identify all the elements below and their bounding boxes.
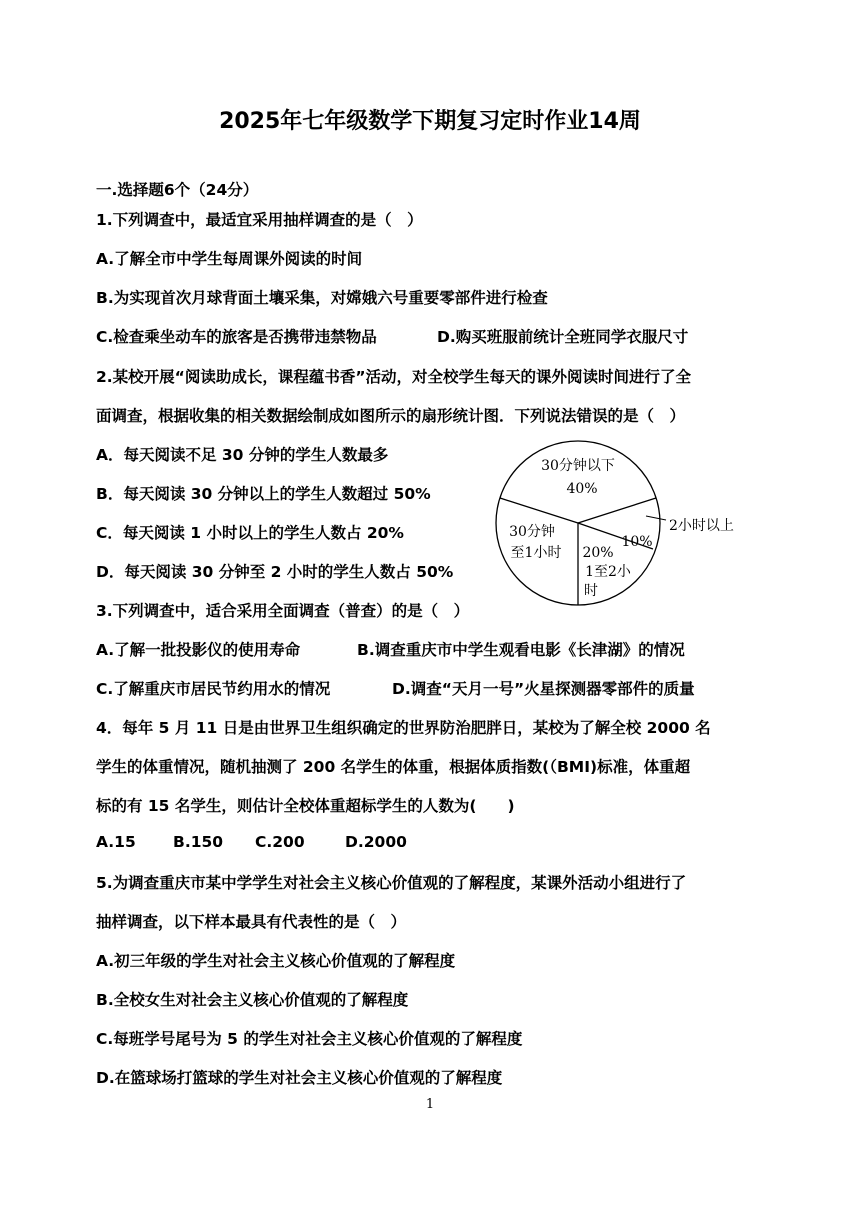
q3-option-d: D.调查“天月一号”火星探测器零部件的质量 [392, 680, 695, 698]
q4-option-a: A.15 [96, 833, 136, 851]
page-title: 2025年七年级数学下期复习定时作业14周 [219, 109, 641, 134]
q1-stem: 1.下列调查中，最适宜采用抽样调查的是（ ） [96, 211, 423, 229]
q1-option-a: A.了解全市中学生每周课外阅读的时间 [96, 250, 363, 268]
q4-stem-line1: 4．每年 5 月 11 日是由世界卫生组织确定的世界防治肥胖日，某校为了解全校 2000 名 [96, 719, 711, 737]
q1-option-b: B.为实现首次月球背面土壤采集，对嫦娥六号重要零部件进行检查 [96, 289, 548, 307]
q5-option-d: D.在篮球场打篮球的学生对社会主义核心价值观的了解程度 [96, 1069, 503, 1087]
q5-stem-line2: 抽样调查，以下样本最具有代表性的是（ ） [96, 913, 407, 931]
q3-stem: 3.下列调查中，适合采用全面调查（普查）的是（ ） [96, 602, 470, 620]
q4-stem-line3: 标的有 15 名学生，则估计全校体重超标学生的人数为( ) [96, 797, 515, 815]
q2-option-a: A．每天阅读不足 30 分钟的学生人数最多 [96, 446, 389, 464]
q5-option-b: B.全校女生对社会主义核心价值观的了解程度 [96, 991, 409, 1009]
pie-chart [470, 440, 770, 608]
q5-option-c: C.每班学号尾号为 5 的学生对社会主义核心价值观的了解程度 [96, 1030, 523, 1048]
q2-option-b: B．每天阅读 30 分钟以上的学生人数超过 50% [96, 485, 431, 503]
q4-stem-line2: 学生的体重情况，随机抽测了 200 名学生的体重，根据体质指数(（BMI)标准，体重超 [96, 758, 691, 776]
q3-option-b: B.调查重庆市中学生观看电影《长津湖》的情况 [357, 641, 685, 659]
q3-option-a: A.了解一批投影仪的使用寿命 [96, 641, 301, 659]
q1-option-c: C.检查乘坐动车的旅客是否携带违禁物品 [96, 328, 377, 346]
q2-option-d: D．每天阅读 30 分钟至 2 小时的学生人数占 50% [96, 563, 454, 581]
q4-option-b: B.150 [173, 833, 224, 851]
slice-percent-under-30min: 40% [566, 481, 598, 497]
q5-option-a: A.初三年级的学生对社会主义核心价值观的了解程度 [96, 952, 456, 970]
q5-stem-line1: 5.为调查重庆市某中学学生对社会主义核心价值观的了解程度，某课外活动小组进行了 [96, 874, 687, 892]
slice-percent-1-2h: 20% [582, 545, 614, 561]
q4-option-c: C.200 [255, 833, 305, 851]
q2-option-c: C．每天阅读 1 小时以上的学生人数占 20% [96, 524, 404, 542]
slice-label-30min-1h: 30分钟 [509, 524, 555, 540]
slice-label-1-2h-line2: 时 [584, 583, 598, 599]
page-number: 1 [425, 1097, 435, 1112]
slice-label-1-2h: 1至2小 [585, 564, 631, 580]
slice-percent-over-2h: 10% [621, 534, 653, 550]
q2-stem-line2: 面调查，根据收集的相关数据绘制成如图所示的扇形统计图．下列说法错误的是（ ） [96, 407, 686, 425]
q3-option-c: C.了解重庆市居民节约用水的情况 [96, 680, 331, 698]
q4-option-d: D.2000 [345, 833, 407, 851]
slice-label-under-30min: 30分钟以下 [541, 458, 615, 474]
slice-label-30min-1h-line2: 至1小时 [510, 545, 562, 561]
slice-label-over-2h: 2小时以上 [669, 518, 734, 534]
q1-option-d: D.购买班服前统计全班同学衣服尺寸 [437, 328, 689, 346]
q2-stem-line1: 2.某校开展“阅读助成长，课程蕴书香”活动，对全校学生每天的课外阅读时间进行了全 [96, 368, 692, 386]
section-heading: 一.选择题6个（24分） [96, 181, 259, 199]
